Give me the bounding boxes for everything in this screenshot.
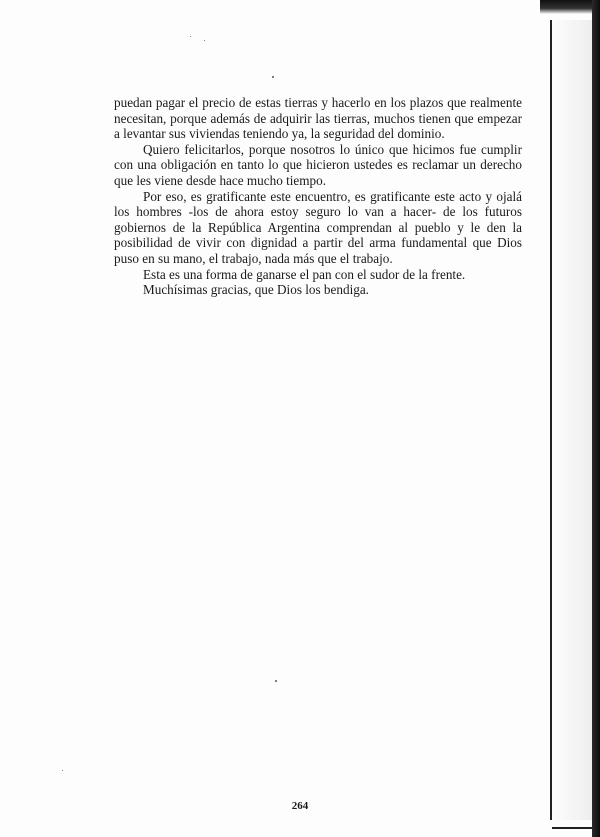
paragraph: Quiero felicitarlos, porque nosotros lo único que hicimos fue cumplir con una obligación en tanto lo que hicieron ustedes es reclamar un derecho que les viene desde hace mucho tiempo. — [114, 141, 522, 188]
paragraph: Por eso, es gratificante este encuentro, es gratificante este acto y ojalá los hombres -los de ahora estoy seguro lo van a hacer- de los futuros gobiernos de la República Argentina comprendan al pueblo y le den la posibilidad de vivir con dignidad a partir del arma fundamental que Dios puso en su mano, el trabajo, nada más que el trabajo. — [114, 188, 522, 266]
paragraph: Esta es una forma de ganarse el pan con el sudor de la frente. — [143, 266, 466, 282]
scan-speck — [204, 40, 205, 41]
scan-edge-right — [592, 0, 600, 837]
body-text — [114, 95, 522, 298]
paragraph: puedan pagar el precio de estas tierras y hacerlo en los plazos que realmente necesitan, porque además de adquirir las tierras, muchos tienen que empezar a levantar sus viviendas teniendo ya, la seguridad del dominio. — [114, 95, 522, 142]
scan-edge-line — [550, 20, 552, 820]
scan-speck — [62, 770, 63, 771]
scan-edge-bottom — [552, 827, 592, 829]
scan-speck — [190, 36, 191, 37]
scan-edge-shade — [552, 20, 592, 820]
page-number: 264 — [291, 800, 309, 812]
scan-edge-top — [540, 0, 600, 14]
scan-speck — [275, 680, 277, 682]
paragraph: Muchísimas gracias, que Dios los bendiga. — [143, 282, 369, 298]
scan-speck — [272, 76, 274, 78]
